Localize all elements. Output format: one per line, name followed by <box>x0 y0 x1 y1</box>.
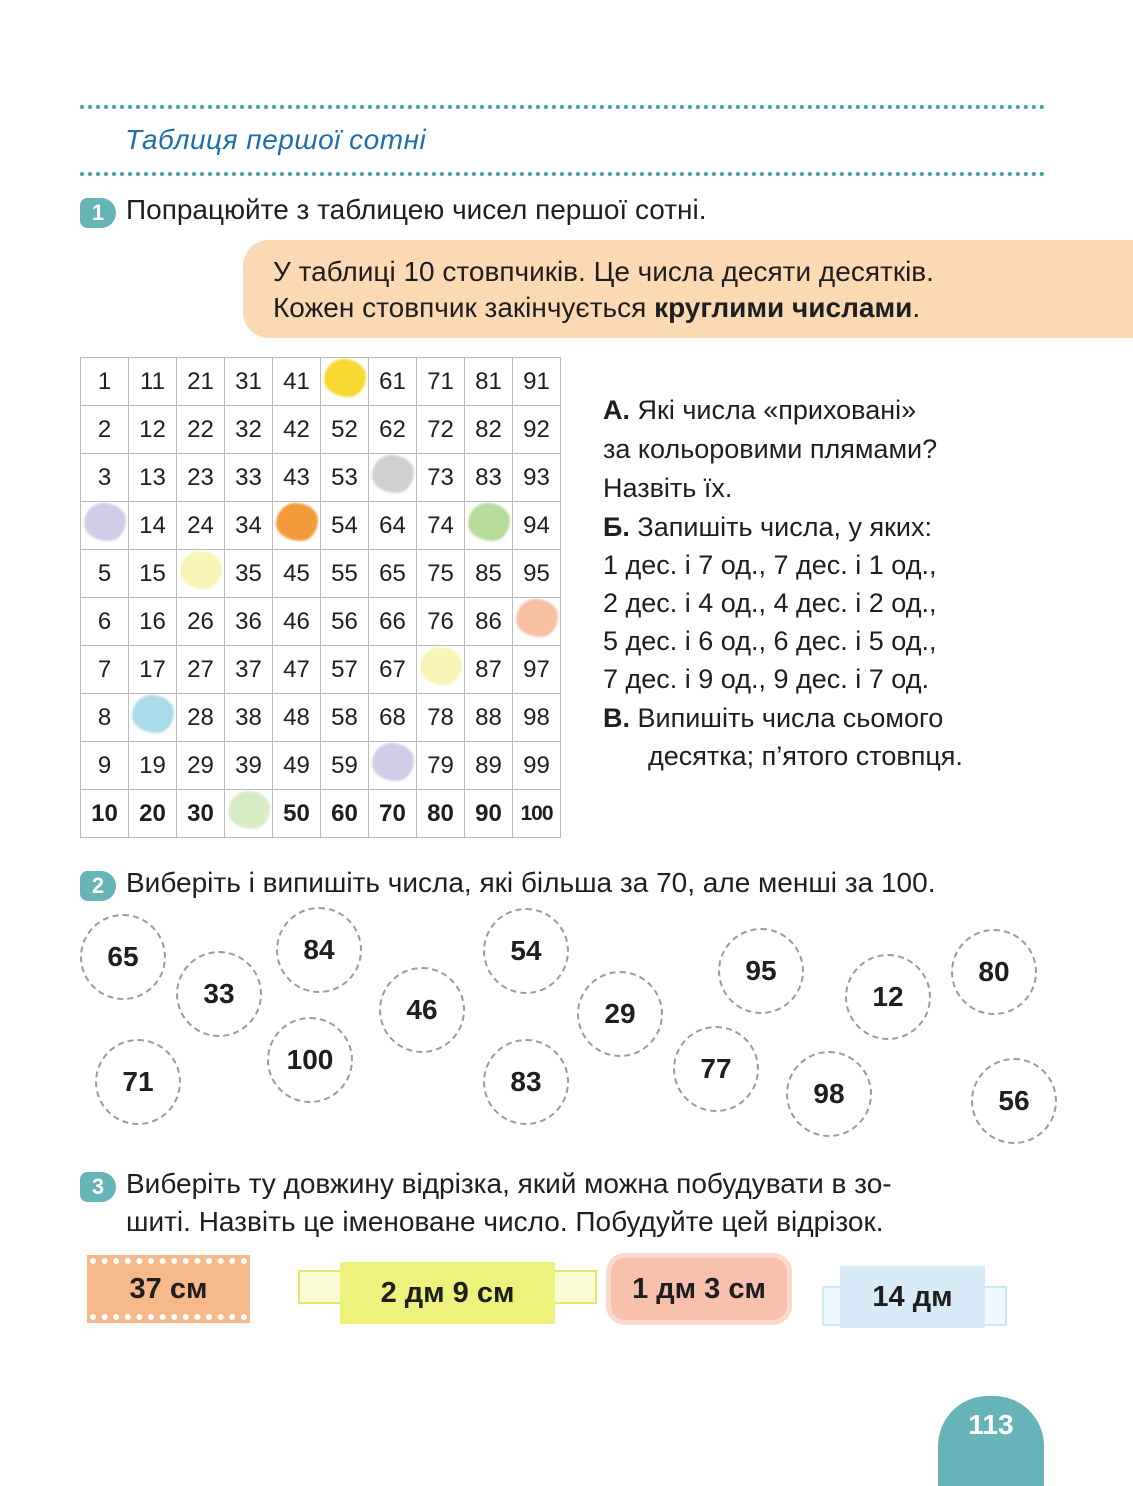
question-b-label: Б. <box>603 512 630 542</box>
table-cell: 37 <box>225 646 273 694</box>
task-2-text: Виберіть і випишіть числа, які більша за 70, але менші за 100. <box>126 867 936 898</box>
question-b <box>603 512 932 543</box>
table-row <box>81 550 561 598</box>
table-cell: 1 <box>81 358 129 406</box>
table-cell: 98 <box>513 694 561 742</box>
table-row <box>81 646 561 694</box>
table-cell: 19 <box>129 742 177 790</box>
hidden-number-blot <box>369 742 417 790</box>
color-blot <box>180 551 222 589</box>
note-line-2 <box>273 292 920 324</box>
table-cell: 41 <box>273 358 321 406</box>
number-circle: 12 <box>845 954 931 1040</box>
color-blot <box>372 455 414 493</box>
table-row <box>81 454 561 502</box>
table-cell: 29 <box>177 742 225 790</box>
table-row <box>81 598 561 646</box>
length-option-1dm3cm: 1 дм 3 см <box>611 1258 787 1320</box>
number-circle: 95 <box>718 928 804 1014</box>
table-cell: 35 <box>225 550 273 598</box>
table-cell: 79 <box>417 742 465 790</box>
table-cell: 43 <box>273 454 321 502</box>
table-cell: 47 <box>273 646 321 694</box>
color-blot <box>324 359 366 397</box>
task-3-number: 3 <box>80 1172 116 1202</box>
color-blot <box>372 743 414 781</box>
table-cell: 66 <box>369 598 417 646</box>
table-cell: 2 <box>81 406 129 454</box>
table-cell: 81 <box>465 358 513 406</box>
table-cell: 34 <box>225 502 273 550</box>
question-v-line-1: Випишіть числа сьомого <box>630 703 944 733</box>
note-line-1: У таблиці 10 стовпчиків. Це числа десяти десятків. <box>273 256 934 287</box>
table-cell: 95 <box>513 550 561 598</box>
length-option-2dm9cm: 2 дм 9 см <box>340 1262 555 1324</box>
number-circle: 77 <box>673 1026 759 1112</box>
question-b-line-5: 7 дес. і 9 од., 9 дес. і 7 од. <box>603 664 929 694</box>
table-cell: 83 <box>465 454 513 502</box>
table-cell: 99 <box>513 742 561 790</box>
table-cell: 24 <box>177 502 225 550</box>
table-cell: 30 <box>177 790 225 838</box>
table-cell: 14 <box>129 502 177 550</box>
number-circle: 56 <box>971 1058 1057 1144</box>
hidden-number-blot <box>177 550 225 598</box>
top-dotted-line <box>80 105 1045 109</box>
table-cell: 32 <box>225 406 273 454</box>
task-3-line-1: Виберіть ту довжину відрізка, який можна побудувати в зо- <box>126 1168 892 1199</box>
table-cell: 20 <box>129 790 177 838</box>
question-b-line-4: 5 дес. і 6 од., 6 дес. і 5 од., <box>603 626 937 656</box>
number-circle: 100 <box>267 1017 353 1103</box>
note-line-2-bold: круглими числами <box>654 292 913 323</box>
note-line-2-end: . <box>912 292 921 323</box>
table-cell: 17 <box>129 646 177 694</box>
info-note <box>243 240 1133 338</box>
question-b-line-3: 2 дес. і 4 од., 4 дес. і 2 од., <box>603 588 937 618</box>
table-cell: 91 <box>513 358 561 406</box>
table-cell: 6 <box>81 598 129 646</box>
color-blot <box>516 599 558 637</box>
table-cell: 100 <box>513 790 561 838</box>
table-cell: 70 <box>369 790 417 838</box>
table-cell: 39 <box>225 742 273 790</box>
table-cell: 33 <box>225 454 273 502</box>
table-cell: 54 <box>321 502 369 550</box>
hidden-number-blot <box>225 790 273 838</box>
table-cell: 48 <box>273 694 321 742</box>
question-a-line-2: за кольоровими плямами? <box>603 434 938 464</box>
number-circle: 71 <box>95 1039 181 1125</box>
table-cell: 53 <box>321 454 369 502</box>
number-circle: 29 <box>577 971 663 1057</box>
color-blot <box>276 503 318 541</box>
table-row <box>81 406 561 454</box>
table-row <box>81 790 561 838</box>
table-cell: 58 <box>321 694 369 742</box>
table-cell: 85 <box>465 550 513 598</box>
question-v <box>603 703 943 734</box>
table-cell: 31 <box>225 358 273 406</box>
table-cell: 67 <box>369 646 417 694</box>
table-cell: 68 <box>369 694 417 742</box>
table-cell: 74 <box>417 502 465 550</box>
number-circle: 33 <box>176 951 262 1037</box>
question-a-line-3: Назвіть їх. <box>603 473 733 503</box>
note-line-2-start: Кожен стовпчик закінчується <box>273 292 655 323</box>
table-cell: 45 <box>273 550 321 598</box>
number-circle: 83 <box>483 1039 569 1125</box>
table-cell: 89 <box>465 742 513 790</box>
table-cell: 94 <box>513 502 561 550</box>
table-cell: 3 <box>81 454 129 502</box>
hidden-number-blot <box>129 694 177 742</box>
table-cell: 27 <box>177 646 225 694</box>
table-row <box>81 694 561 742</box>
color-blot <box>132 695 174 733</box>
table-cell: 92 <box>513 406 561 454</box>
table-cell: 65 <box>369 550 417 598</box>
task-1-text: Попрацюйте з таблицею чисел першої сотні. <box>126 194 707 225</box>
table-cell: 13 <box>129 454 177 502</box>
table-cell: 60 <box>321 790 369 838</box>
hidden-number-blot <box>513 598 561 646</box>
table-cell: 93 <box>513 454 561 502</box>
table-cell: 64 <box>369 502 417 550</box>
table-cell: 50 <box>273 790 321 838</box>
length-option-14dm: 14 дм <box>840 1266 985 1328</box>
table-cell: 78 <box>417 694 465 742</box>
table-row <box>81 742 561 790</box>
table-row <box>81 502 561 550</box>
number-circle: 98 <box>786 1051 872 1137</box>
table-cell: 62 <box>369 406 417 454</box>
table-cell: 97 <box>513 646 561 694</box>
table-cell: 8 <box>81 694 129 742</box>
question-a <box>603 395 916 426</box>
table-cell: 23 <box>177 454 225 502</box>
table-cell: 42 <box>273 406 321 454</box>
hidden-number-blot <box>465 502 513 550</box>
task-3-line-2: шиті. Назвіть це іменоване число. Побудуйте цей відрізок. <box>126 1206 884 1237</box>
table-cell: 55 <box>321 550 369 598</box>
table-cell: 36 <box>225 598 273 646</box>
number-circle: 84 <box>276 907 362 993</box>
table-cell: 7 <box>81 646 129 694</box>
number-circle: 54 <box>483 908 569 994</box>
table-cell: 87 <box>465 646 513 694</box>
table-cell: 10 <box>81 790 129 838</box>
number-circle: 65 <box>80 914 166 1000</box>
hidden-number-blot <box>369 454 417 502</box>
table-cell: 49 <box>273 742 321 790</box>
table-cell: 15 <box>129 550 177 598</box>
table-cell: 46 <box>273 598 321 646</box>
table-cell: 59 <box>321 742 369 790</box>
color-blot <box>420 647 462 685</box>
page-number: 113 <box>938 1396 1044 1486</box>
bottom-dotted-line <box>80 172 1045 176</box>
table-cell: 76 <box>417 598 465 646</box>
table-cell: 80 <box>417 790 465 838</box>
color-blot <box>228 791 270 829</box>
table-cell: 73 <box>417 454 465 502</box>
table-cell: 11 <box>129 358 177 406</box>
table-cell: 5 <box>81 550 129 598</box>
table-cell: 56 <box>321 598 369 646</box>
question-b-line-2: 1 дес. і 7 од., 7 дес. і 1 од., <box>603 550 937 580</box>
table-cell: 16 <box>129 598 177 646</box>
table-cell: 88 <box>465 694 513 742</box>
question-b-line-1: Запишіть числа, у яких: <box>629 512 932 542</box>
table-cell: 52 <box>321 406 369 454</box>
table-cell: 90 <box>465 790 513 838</box>
task-1-number: 1 <box>80 198 116 228</box>
number-circle: 46 <box>379 967 465 1053</box>
task-2-number: 2 <box>80 871 116 901</box>
table-cell: 72 <box>417 406 465 454</box>
table-cell: 12 <box>129 406 177 454</box>
table-cell: 38 <box>225 694 273 742</box>
question-v-label: В. <box>603 703 630 733</box>
question-a-label: А. <box>603 395 630 425</box>
table-cell: 82 <box>465 406 513 454</box>
table-cell: 26 <box>177 598 225 646</box>
hundred-table <box>80 357 561 838</box>
question-v-line-2: десятка; п’ятого стовпця. <box>648 741 963 771</box>
number-circle: 80 <box>951 929 1037 1015</box>
color-blot <box>468 503 510 541</box>
question-a-line-1: Які числа «приховані» <box>630 395 917 425</box>
length-option-37cm: 37 см <box>90 1258 247 1320</box>
hidden-number-blot <box>417 646 465 694</box>
table-row <box>81 358 561 406</box>
hidden-number-blot <box>321 358 369 406</box>
table-cell: 86 <box>465 598 513 646</box>
color-blot <box>84 503 126 541</box>
table-cell: 61 <box>369 358 417 406</box>
section-title: Таблиця першої сотні <box>125 124 427 155</box>
table-cell: 9 <box>81 742 129 790</box>
table-cell: 21 <box>177 358 225 406</box>
hidden-number-blot <box>273 502 321 550</box>
table-cell: 75 <box>417 550 465 598</box>
table-cell: 71 <box>417 358 465 406</box>
table-cell: 57 <box>321 646 369 694</box>
hidden-number-blot <box>81 502 129 550</box>
table-cell: 22 <box>177 406 225 454</box>
table-cell: 28 <box>177 694 225 742</box>
